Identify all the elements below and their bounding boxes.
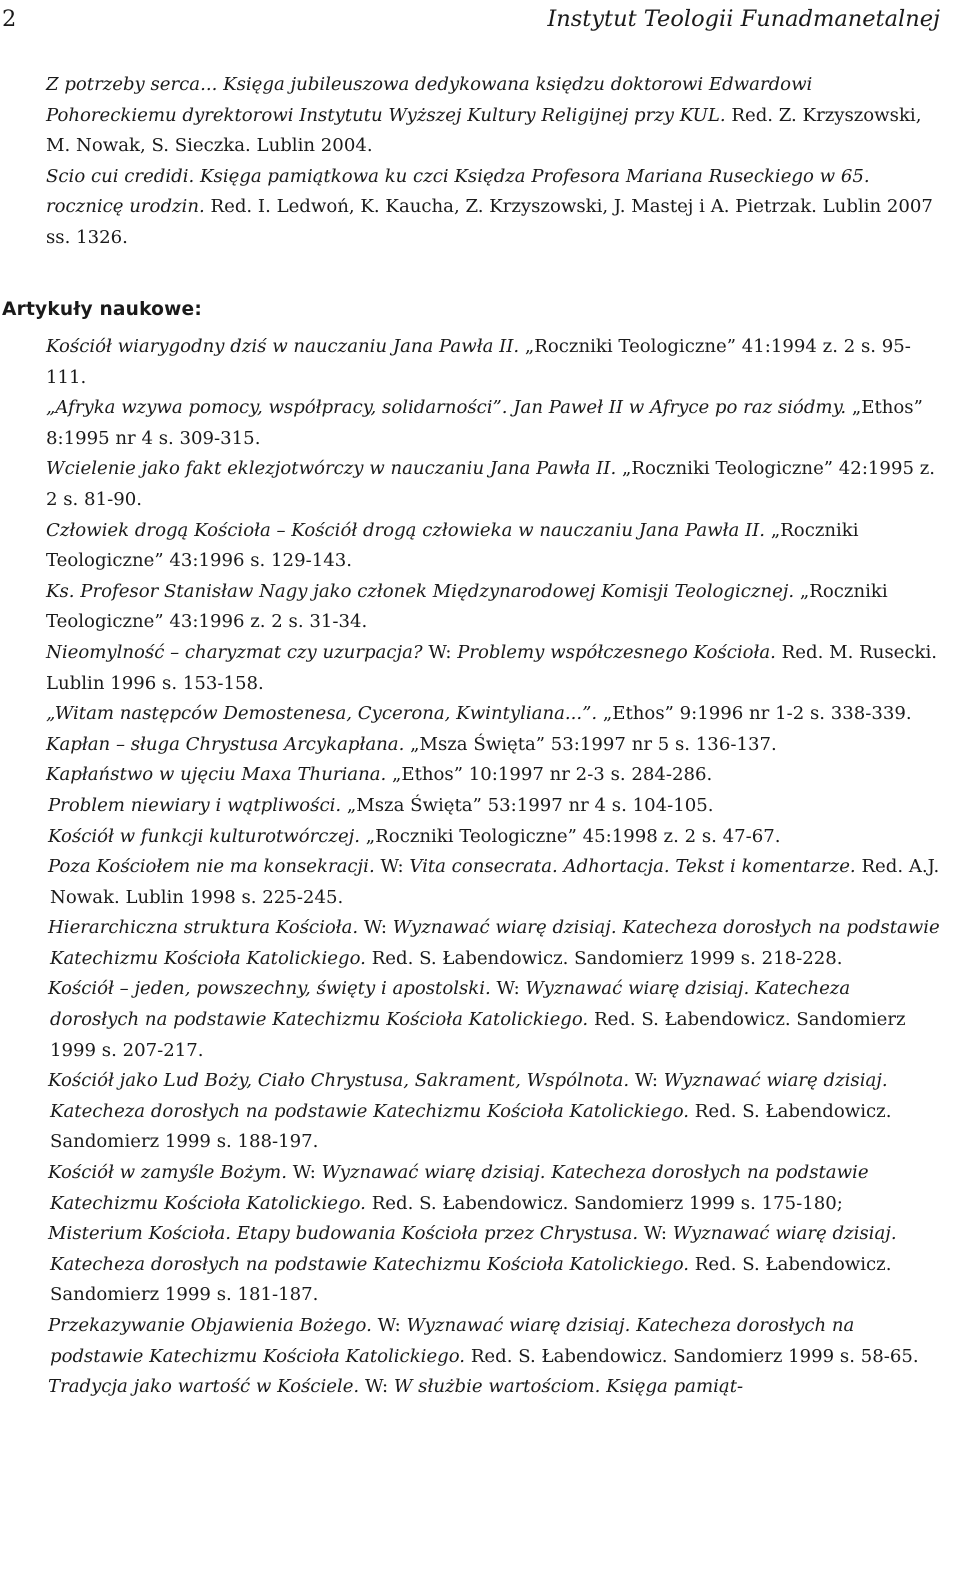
item-title: Kapłan – sługa Chrystusa Arcykapłana. <box>46 733 405 755</box>
articles-list <box>0 332 940 1403</box>
item-details: W: <box>374 856 410 878</box>
item-details: W: <box>358 917 393 939</box>
item-number <box>0 516 46 547</box>
item-details: „Ethos” 10:1997 nr 2-3 s. 284-286. <box>386 764 713 786</box>
item-details: W: <box>490 978 526 1000</box>
books-list <box>0 70 940 254</box>
list-item <box>0 1219 940 1311</box>
item-details: W: <box>629 1070 664 1092</box>
item-number <box>0 730 46 761</box>
list-item <box>0 638 940 699</box>
list-item <box>0 1158 940 1219</box>
item-title: Kościół w funkcji kulturotwórczej. <box>48 825 361 847</box>
item-source-title: Wyznawać wiarę dzisiaj. Katecheza dorosłych na podstawie Katechizmu Kościoła Katolickiego. <box>50 1315 855 1367</box>
list-item <box>0 162 940 254</box>
item-title: Człowiek drogą Kościoła – Kościół drogą człowieka w nauczaniu Jana Pawła II. <box>46 519 766 541</box>
item-source-details: Red. S. Łabendowicz. Sandomierz 1999 s. 218-228. <box>365 947 843 969</box>
item-number <box>0 1219 48 1250</box>
list-item <box>0 577 940 638</box>
item-number <box>0 791 48 822</box>
item-source-details: Red. S. Łabendowicz. Sandomierz 1999 s. 175-180; <box>365 1192 843 1214</box>
item-number <box>0 454 46 485</box>
item-title: Przekazywanie Objawienia Bożego. <box>48 1315 372 1336</box>
page-number: 2 <box>2 6 17 32</box>
item-details: „Ethos” 9:1996 nr 1-2 s. 338-339. <box>597 703 912 725</box>
item-number <box>0 162 46 193</box>
item-source-title: Wyznawać wiarę dzisiaj. Katecheza dorosłych na podstawie Katechizmu Kościoła Katolickiego. <box>50 1070 888 1122</box>
list-item <box>0 913 940 974</box>
list-item <box>0 454 940 515</box>
item-number <box>0 974 48 1005</box>
item-number <box>0 1066 48 1097</box>
item-details: W: <box>359 1376 394 1398</box>
list-item <box>0 332 940 393</box>
item-title: Kościół jako Lud Boży, Ciało Chrystusa, Sakrament, Wspólnota. <box>48 1070 630 1092</box>
item-number <box>0 70 46 101</box>
item-title: Nieomylność – charyzmat czy uzurpacja? <box>46 641 423 663</box>
item-number <box>0 699 46 730</box>
item-number <box>0 393 46 424</box>
item-title: Wcielenie jako fakt eklezjotwórczy w nauczaniu Jana Pawła II. <box>46 458 617 480</box>
item-source-title: W służbie wartościom. Księga pamiąt- <box>393 1376 744 1398</box>
item-source-title: Vita consecrata. Adhortacja. Tekst i komentarze. <box>409 856 856 878</box>
item-title: Z potrzeby serca... Księga jubileuszowa dedykowana księdzu doktorowi Edwardowi Pohoreckiemu dyrektorowi Instytutu Wyższej Kultury Religijnej przy KUL. <box>46 74 813 126</box>
item-source-details: Red. S. Łabendowicz. Sandomierz 1999 s. 207-217. <box>50 1009 906 1061</box>
item-details: „Roczniki Teologiczne” 41:1994 z. 2 s. 95-111. <box>46 336 911 388</box>
item-source-details: Red. S. Łabendowicz. Sandomierz 1999 s. 188-197. <box>50 1100 892 1153</box>
item-title: Hierarchiczna struktura Kościoła. <box>48 917 359 939</box>
item-details: Red. Z. Krzyszowski, M. Nowak, S. Sieczka. Lublin 2004. <box>46 104 922 157</box>
item-number <box>0 332 46 363</box>
item-title: Scio cui credidi. Księga pamiątkowa ku czci Księdza Profesora Mariana Ruseckiego w 65. rocznicę urodzin. <box>46 165 870 218</box>
list-item <box>0 516 940 577</box>
item-title: Kościół – jeden, powszechny, święty i apostolski. <box>48 978 491 1000</box>
item-source-title: Wyznawać wiarę dzisiaj. Katecheza dorosłych na podstawie Katechizmu Kościoła Katolickiego. <box>50 917 940 969</box>
list-item <box>0 1311 940 1372</box>
item-number <box>0 822 48 853</box>
item-title: Kościół w zamyśle Bożym. <box>48 1162 287 1184</box>
item-details: „Roczniki Teologiczne” 43:1996 z. 2 s. 31-34. <box>46 580 888 633</box>
item-number <box>0 1158 48 1189</box>
item-number <box>0 1311 48 1342</box>
list-item <box>0 1372 940 1403</box>
list-item <box>0 760 940 791</box>
list-item <box>0 852 940 913</box>
item-source-title: Wyznawać wiarę dzisiaj. Katecheza dorosłych na podstawie Katechizmu Kościoła Katolickiego. <box>50 1223 897 1275</box>
item-number <box>0 1372 48 1403</box>
item-details: „Roczniki Teologiczne” 42:1995 z. 2 s. 81-90. <box>46 458 935 510</box>
item-source-title: Wyznawać wiarę dzisiaj. Katecheza dorosłych na podstawie Katechizmu Kościoła Katolickiego. <box>50 978 851 1031</box>
item-title: „Witam następców Demostenesa, Cycerona, Kwintyliana...”. <box>46 703 598 725</box>
item-source-title: Problemy współczesnego Kościoła. <box>457 641 776 663</box>
list-item <box>0 791 940 822</box>
item-source-details: Red. S. Łabendowicz. Sandomierz 1999 s. 181-187. <box>50 1253 892 1306</box>
list-item <box>0 730 940 761</box>
item-title: Poza Kościołem nie ma konsekracji. <box>48 856 375 878</box>
item-title: Kapłaństwo w ujęciu Maxa Thuriana. <box>46 764 387 786</box>
item-details: W: <box>286 1162 322 1184</box>
list-item <box>0 974 940 1066</box>
item-details: „Roczniki Teologiczne” 43:1996 s. 129-143. <box>46 519 859 572</box>
item-source-title: Wyznawać wiarę dzisiaj. Katecheza dorosłych na podstawie Katechizmu Kościoła Katolickiego. <box>50 1162 869 1214</box>
item-details: W: <box>638 1223 673 1245</box>
item-title: „Afryka wzywa pomocy, współpracy, solidarności”. Jan Paweł II w Afryce po raz siódmy. <box>46 397 847 419</box>
item-title: Misterium Kościoła. Etapy budowania Kościoła przez Chrystusa. <box>48 1223 639 1245</box>
item-number <box>0 577 46 608</box>
list-item <box>0 70 940 162</box>
item-title: Kościół wiarygodny dziś w nauczaniu Jana Pawła II. <box>46 336 520 357</box>
item-details: Red. I. Ledwoń, K. Kaucha, Z. Krzyszowski, J. Mastej i A. Pietrzak. Lublin 2007 ss. 1326. <box>46 196 933 248</box>
item-source-details: Red. A.J. Nowak. Lublin 1998 s. 225-245. <box>50 856 940 908</box>
item-details: „Msza Święta” 53:1997 nr 5 s. 136-137. <box>404 733 777 755</box>
list-item <box>0 393 940 454</box>
item-details: „Ethos” 8:1995 nr 4 s. 309-315. <box>46 397 923 449</box>
item-details: „Roczniki Teologiczne” 45:1998 z. 2 s. 47-67. <box>360 825 781 847</box>
list-item <box>0 1066 940 1158</box>
item-details: „Msza Święta” 53:1997 nr 4 s. 104-105. <box>341 794 714 816</box>
running-title: Instytut Teologii Funadmanetalnej <box>547 6 940 32</box>
item-title: Tradycja jako wartość w Kościele. <box>48 1376 360 1398</box>
item-source-details: Red. S. Łabendowicz. Sandomierz 1999 s. 58-65. <box>465 1345 919 1367</box>
running-header <box>0 4 940 40</box>
item-number <box>0 760 46 791</box>
item-number <box>0 913 48 944</box>
item-source-details: Red. M. Rusecki. Lublin 1996 s. 153-158. <box>46 641 938 694</box>
item-details: W: <box>371 1315 407 1336</box>
item-number <box>0 638 46 669</box>
item-details: W: <box>422 641 458 663</box>
item-number <box>0 852 48 883</box>
list-item <box>0 822 940 853</box>
list-item <box>0 699 940 730</box>
section-heading: Artykuły naukowe: <box>2 299 202 320</box>
item-title: Ks. Profesor Stanisław Nagy jako członek Międzynarodowej Komisji Teologicznej. <box>46 580 795 602</box>
item-title: Problem niewiary i wątpliwości. <box>48 794 342 816</box>
